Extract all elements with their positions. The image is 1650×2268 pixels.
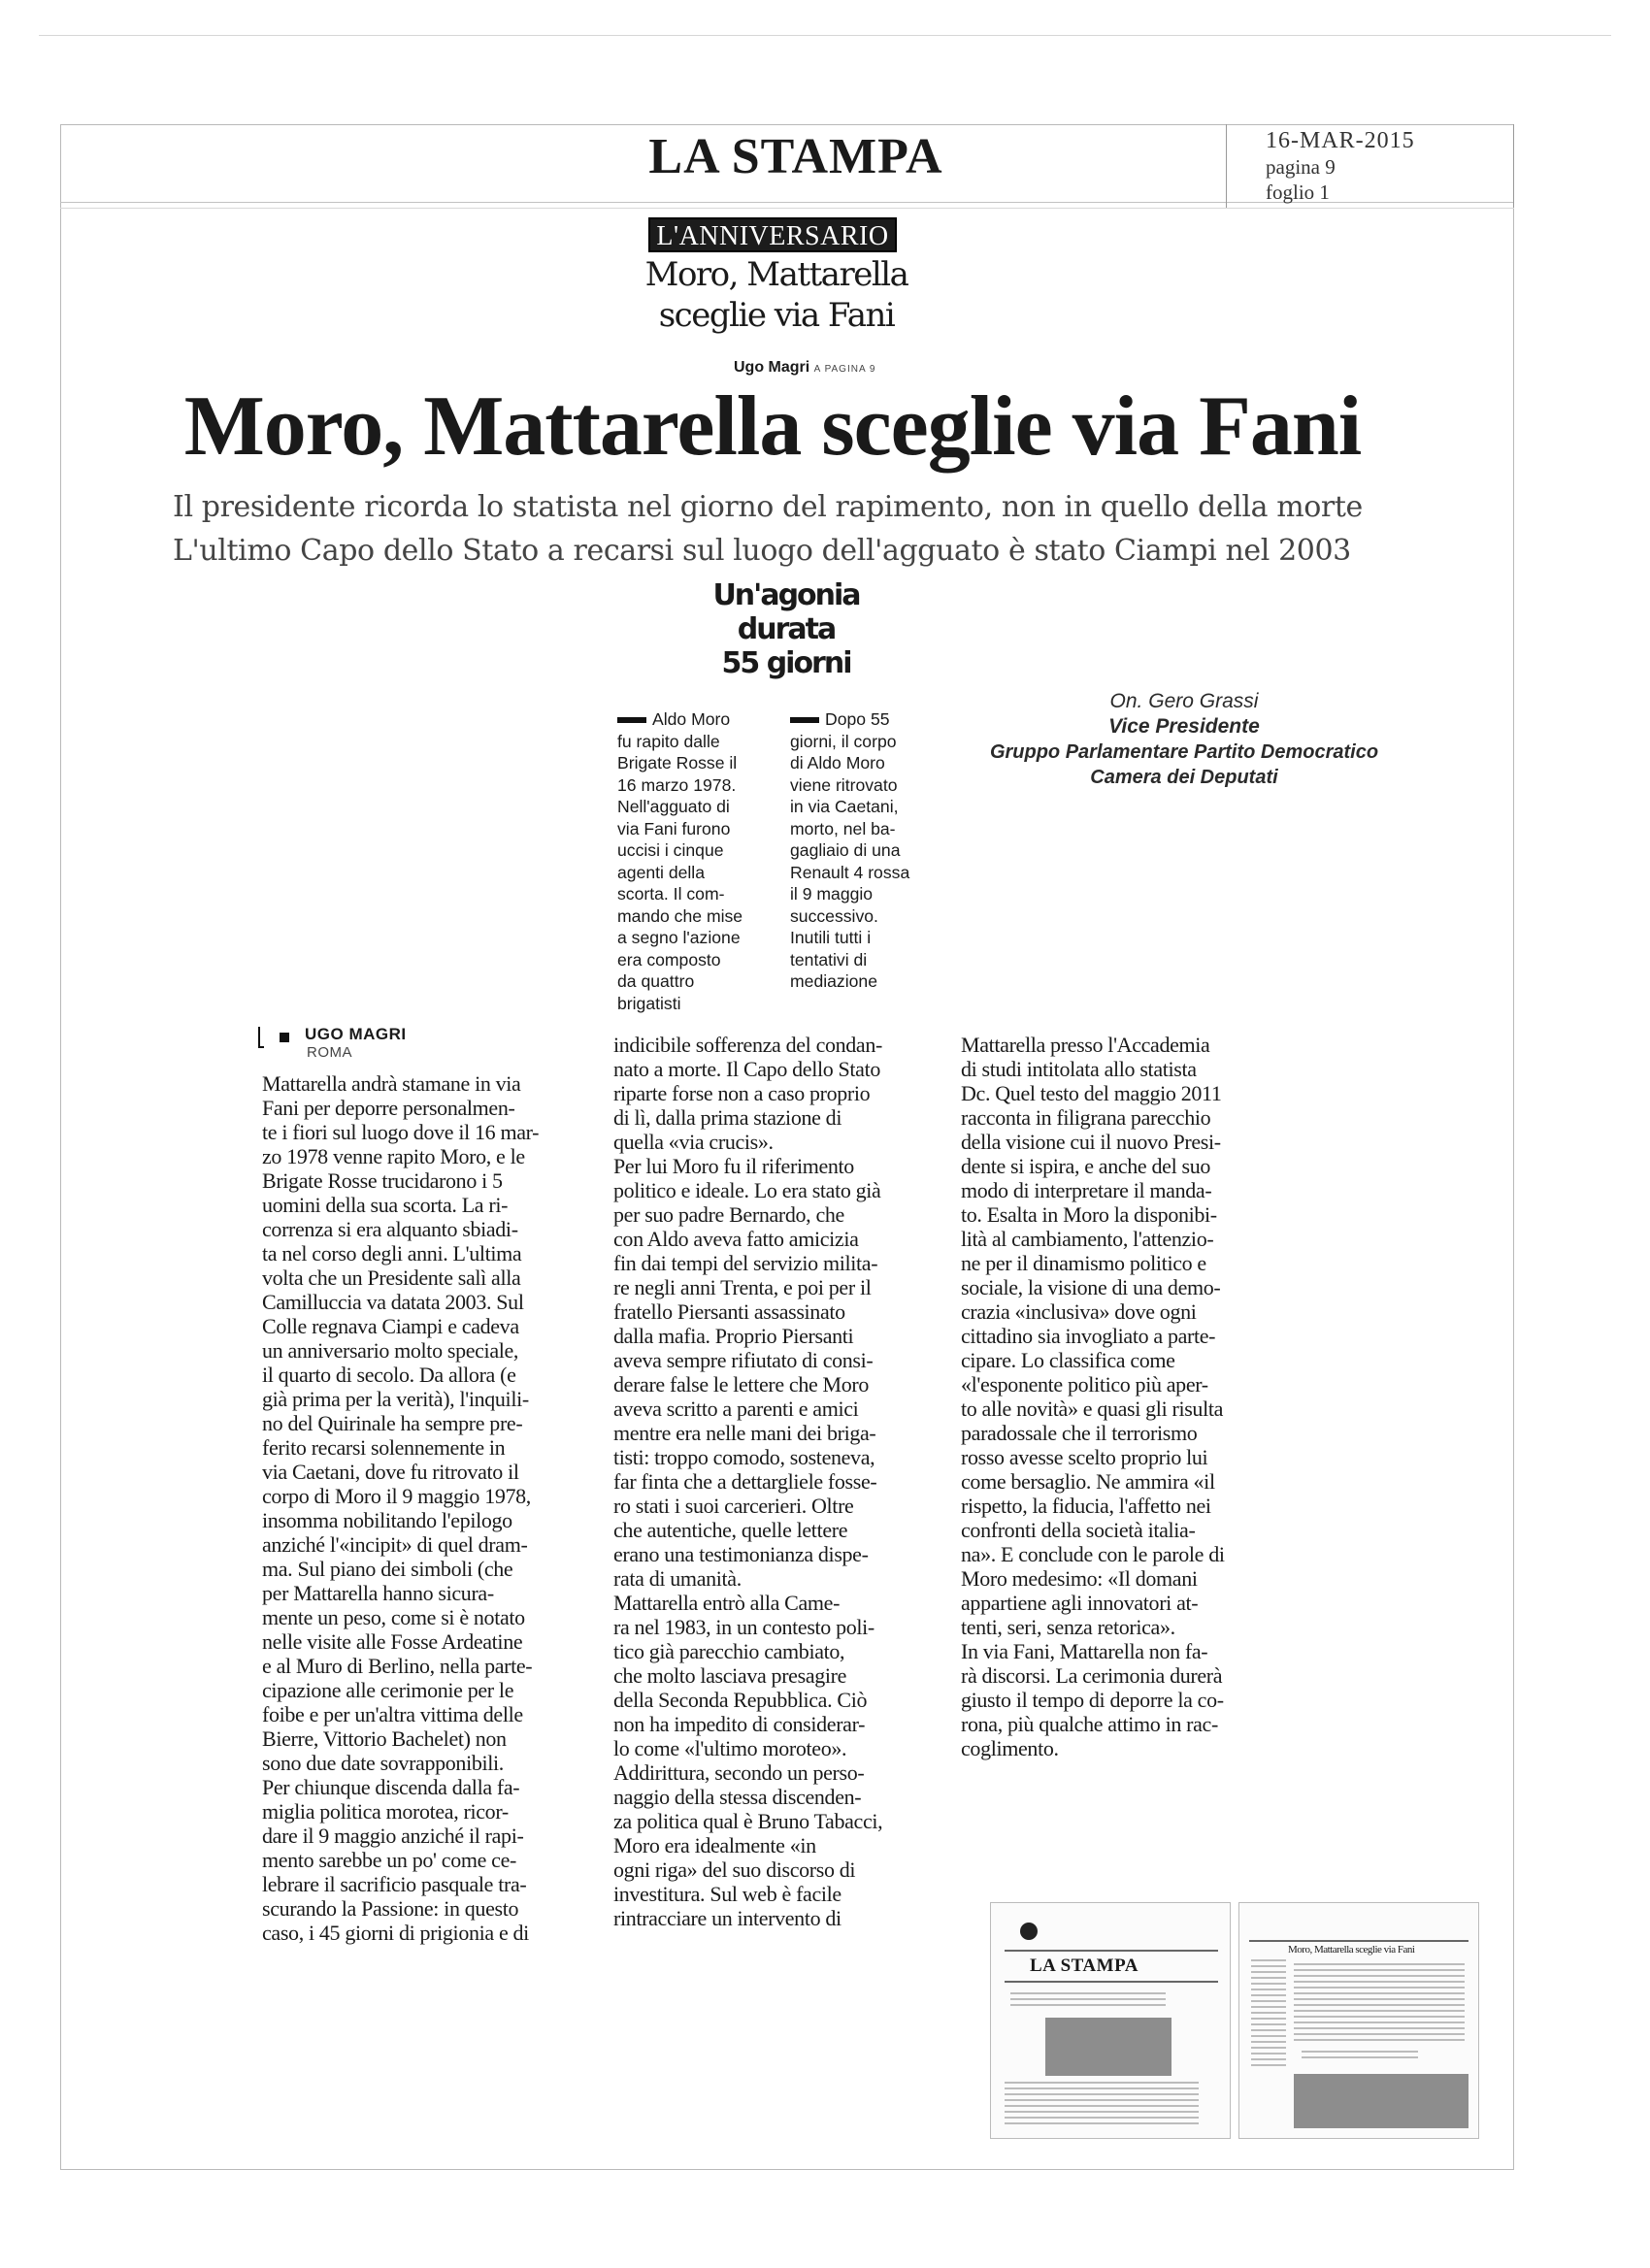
article-subhead-line2: L'ultimo Capo dello Stato a recarsi sul luogo dell'agguato è stato Ciampi nel 2003 [173,534,1351,568]
sidebar-heading-line1: Un'agonia [712,578,860,612]
text-line: to. Esalta in Moro la disponibi- [961,1202,1217,1227]
text-line: Camilluccia va datata 2003. Sul [262,1290,524,1314]
text-line: far finta che a dettargliele fosse- [613,1469,877,1494]
front-page-teaser [611,254,941,336]
text-line: ferito recarsi solennemente in [262,1435,506,1460]
text-line: Moro medesimo: «Il domani [961,1566,1198,1591]
text-line: un anniversario molto speciale, [262,1338,519,1363]
text-line: dare il 9 maggio anziché il rapi- [262,1824,524,1848]
text-line: Dopo 55 [790,708,936,731]
sidebar-heading-line3: 55 giorni [721,646,851,680]
text-line: giusto il tempo di deporre la co- [961,1688,1224,1712]
body-column-2 [613,1033,934,1930]
text-line: za politica qual è Bruno Tabacci, [613,1809,883,1833]
text-line: indicibile sofferenza del condan- [613,1033,882,1057]
text-line: Brigate Rosse trucidarono i 5 [262,1168,503,1193]
thumbnail-masthead: LA STAMPA [1030,1956,1138,1976]
text-line: rona, più qualche attimo in rac- [961,1712,1218,1736]
text-line: Fani per deporre personalmen- [262,1096,515,1120]
text-line: mediazione [790,971,877,991]
thumbnail-text-block [1010,1992,1166,2006]
text-line: giorni, il corpo [790,731,897,751]
byline-corner-mark [258,1027,264,1048]
sidebar-heading [699,578,874,680]
text-line: nato a morte. Il Capo dello Stato [613,1057,880,1081]
text-line: come bersaglio. Ne ammira «il [961,1469,1215,1494]
teaser-page-ref: A PAGINA 9 [813,364,876,375]
thumbnail-text-block [1251,1959,1286,2066]
article-headline: Moro, Mattarella sceglie via Fani [183,379,1362,474]
sidebar-heading-line2: durata [737,612,836,646]
text-line: erano una testimonianza dispe- [613,1542,869,1566]
text-line: Per lui Moro fu il riferimento [613,1154,854,1178]
text-line: correnza si era alquanto sbiadi- [262,1217,518,1241]
section-kicker: L'ANNIVERSARIO [648,217,897,252]
header-rule-secondary [60,208,1514,209]
teaser-byline [734,359,875,377]
text-line: tico già parecchio cambiato, [613,1639,845,1663]
text-line: fin dai tempi del servizio milita- [613,1251,878,1275]
text-line: cipare. Lo classifica come [961,1348,1175,1372]
text-line: via Caetani, dove fu ritrovato il [262,1460,519,1484]
text-line: te i fiori sul luogo dove il 16 mar- [262,1120,540,1144]
text-line: Mattarella andrà stamane in via [262,1071,521,1096]
text-line: successivo. [790,905,878,926]
text-line: fratello Piersanti assassinato [613,1299,845,1324]
text-line: sociale, la visione di una demo- [961,1275,1221,1299]
text-line: ro stati i suoi carcerieri. Oltre [613,1494,854,1518]
text-line: rintracciare un intervento di [613,1906,842,1930]
press-date-box [1226,124,1514,208]
text-line: crazia «inclusiva» dove ogni [961,1299,1197,1324]
text-line: il 9 maggio [790,884,874,904]
text-line: Colle regnava Ciampi e cadeva [262,1314,519,1338]
sidebar-box-kidnapping [617,708,763,1014]
text-line: tisti: troppo comodo, sosteneva, [613,1445,875,1469]
text-line: paradossale che il terrorismo [961,1421,1198,1445]
text-line: che molto lasciava presagire [613,1663,847,1688]
teaser-title-line1: Moro, Mattarella [644,255,908,294]
text-line: con Aldo aveva fatto amicizia [613,1227,859,1251]
text-line: gagliaio di una [790,840,901,860]
text-line: nelle visite alle Fosse Ardeatine [262,1629,523,1654]
text-line: ma. Sul piano dei simboli (che [262,1557,513,1581]
text-line: della visione cui il nuovo Presi- [961,1130,1221,1154]
text-line: Brigate Rosse il [617,753,738,772]
text-line: della Seconda Repubblica. Ciò [613,1688,868,1712]
stamp-name: On. Gero Grassi [1109,690,1259,712]
stamp-group: Gruppo Parlamentare Partito Democratico [989,741,1379,763]
text-line: per suo padre Bernardo, che [613,1202,844,1227]
text-line: confronti della società italia- [961,1518,1196,1542]
text-line: dente si ispira, e anche del suo [961,1154,1210,1178]
thumbnail-text-block [1302,2051,1418,2062]
text-line: aveva scritto a parenti e amici [613,1397,859,1421]
text-line: no del Quirinale ha sempre pre- [262,1411,523,1435]
text-line: di lì, dalla prima stazione di [613,1105,842,1130]
text-line: modo di interpretare il manda- [961,1178,1212,1202]
text-line: fu rapito dalle [617,731,720,751]
teaser-title-line2: sceglie via Fani [658,296,895,335]
text-line: ra nel 1983, in un contesto poli- [613,1615,874,1639]
text-line: lebrare il sacrificio pasquale tra- [262,1872,527,1896]
text-line: insomma nobilitando l'epilogo [262,1508,512,1532]
text-line: di studi intitolata allo statista [961,1057,1197,1081]
text-line: corpo di Moro il 9 maggio 1978, [262,1484,531,1508]
text-line: aveva sempre rifiutato di consi- [613,1348,874,1372]
text-line: re negli anni Trenta, e poi per il [613,1275,872,1299]
text-line: racconta in filigrana parecchio [961,1105,1211,1130]
text-line: Renault 4 rossa [790,862,910,882]
thumbnail-rule [1005,1950,1218,1952]
text-line: volta che un Presidente salì alla [262,1265,521,1290]
text-line: rata di umanità. [613,1566,742,1591]
text-line: rà discorsi. La cerimonia durerà [961,1663,1223,1688]
text-line: ne per il dinamismo politico e [961,1251,1206,1275]
text-line: cipazione alle cerimonie per le [262,1678,514,1702]
thumbnail-text-block [1005,2082,1199,2124]
scan-top-rule [39,35,1611,36]
text-line: anziché l'«incipit» di quel dram- [262,1532,528,1557]
teaser-author: Ugo Magri [734,359,810,376]
text-line: che autentiche, quelle lettere [613,1518,848,1542]
text-line: già prima per la verità), l'inquili- [262,1387,529,1411]
text-line: 16 marzo 1978. [617,774,737,795]
thumbnail-title: Moro, Mattarella sceglie via Fani [1288,1944,1415,1956]
text-line: in via Caetani, [790,797,899,816]
stamp-role: Vice Presidente [1108,715,1260,738]
text-line: Dc. Quel testo del maggio 2011 [961,1081,1222,1105]
sheet-number: foglio 1 [1266,181,1330,204]
byline-author: UGO MAGRI [305,1025,407,1043]
text-line: rosso avesse scelto proprio lui [961,1445,1208,1469]
text-line: uccisi i cinque [617,840,724,860]
stamp-chamber: Camera dei Deputati [1090,767,1278,788]
text-line: na». E conclude con le parole di [961,1542,1225,1566]
text-line: uomini della sua scorta. La ri- [262,1193,509,1217]
text-line: Nell'agguato di [617,797,730,816]
text-line: Mattarella presso l'Accademia [961,1033,1210,1057]
text-line: via Fani furono [617,818,731,838]
thumbnail-text-block [1294,1963,1465,2045]
text-line: di Aldo Moro [790,753,885,772]
body-column-3 [961,1033,1281,1760]
text-line: appartiene agli innovatori at- [961,1591,1199,1615]
byline-square-icon [280,1033,289,1042]
thumbnail-photo [1045,2018,1172,2076]
text-line: tentativi di [790,949,868,970]
text-line: agenti della [617,862,705,882]
masthead: LA STAMPA [648,129,943,184]
text-line: derare false le lettere che Moro [613,1372,870,1397]
byline-city: ROMA [307,1044,352,1061]
bullet-bar-icon [790,717,819,723]
text-line: mente un peso, come si è notato [262,1605,525,1629]
text-line: tenti, seri, senza retorica». [961,1615,1175,1639]
text-line: coglimento. [961,1736,1059,1760]
text-line: a segno l'azione [617,928,741,947]
text-line: caso, i 45 giorni di prigionia e di [262,1921,529,1945]
deputy-stamp [932,689,1436,790]
text-line: dalla mafia. Proprio Piersanti [613,1324,854,1348]
text-line: il quarto di secolo. Da allora (e [262,1363,516,1387]
text-line: da quattro [617,971,695,991]
text-line: to alle novità» e quasi gli risulta [961,1397,1224,1421]
text-line: Addirittura, secondo un perso- [613,1760,865,1785]
text-line: Inutili tutti i [790,928,872,947]
text-line: sono due date sovrapponibili. [262,1751,504,1775]
text-line: investitura. Sul web è facile [613,1882,842,1906]
text-line: «l'esponente politico più aper- [961,1372,1208,1397]
text-line: e al Muro di Berlino, nella parte- [262,1654,533,1678]
text-line: naggio della stessa discenden- [613,1785,862,1809]
text-line: cittadino sia invogliato a parte- [961,1324,1216,1348]
text-line: Aldo Moro [617,708,763,731]
text-line: mentre era nelle mani dei briga- [613,1421,876,1445]
text-line: scorta. Il com- [617,884,725,904]
text-line: scurando la Passione: in questo [262,1896,519,1921]
text-line: miglia politica morotea, ricor- [262,1799,509,1824]
thumbnail-photo [1294,2074,1468,2128]
text-line: mando che mise [617,905,743,926]
text-line: In via Fani, Mattarella non fa- [961,1639,1208,1663]
article-subhead-line1: Il presidente ricorda lo statista nel giorno del rapimento, non in quello della morte [173,490,1363,524]
text-line: Bierre, Vittorio Bachelet) non [262,1726,507,1751]
text-line: lità al cambiamento, l'attenzio- [961,1227,1214,1251]
thumbnail-rule [1249,1940,1468,1942]
text-line: Moro era idealmente «in [613,1833,816,1857]
text-line: brigatisti [617,993,681,1013]
publication-date: 16-MAR-2015 [1266,128,1415,153]
sidebar-box-discovery [790,708,936,993]
text-line: rispetto, la fiducia, l'affetto nei [961,1494,1211,1518]
text-line: per Mattarella hanno sicura- [262,1581,494,1605]
text-line: foibe e per un'altra vittima delle [262,1702,523,1726]
page-number: pagina 9 [1266,155,1336,179]
text-line: mento sarebbe un po' come ce- [262,1848,516,1872]
text-line: ogni riga» del suo discorso di [613,1857,856,1882]
text-line: quella «via crucis». [613,1130,774,1154]
text-line: riparte forse non a caso proprio [613,1081,871,1105]
text-line: Mattarella entrò alla Came- [613,1591,841,1615]
text-line: non ha impedito di considerar- [613,1712,866,1736]
bullet-bar-icon [617,717,646,723]
text-line: Per chiunque discenda dalla fa- [262,1775,520,1799]
text-line: viene ritrovato [790,774,898,795]
text-line: lo come «l'ultimo moroteo». [613,1736,847,1760]
article-page-thumbnail [1238,1902,1479,2139]
text-line: morto, nel ba- [790,818,896,838]
thumbnail-rule [1005,1981,1218,1983]
front-page-thumbnail [990,1902,1231,2139]
text-line: zo 1978 venne rapito Moro, e le [262,1144,525,1168]
text-line: ta nel corso degli anni. L'ultima [262,1241,522,1265]
thumbnail-logo-icon [1020,1923,1038,1940]
text-line: era composto [617,949,721,970]
text-line: politico e ideale. Lo era stato già [613,1178,881,1202]
body-column-1 [262,1071,582,1945]
